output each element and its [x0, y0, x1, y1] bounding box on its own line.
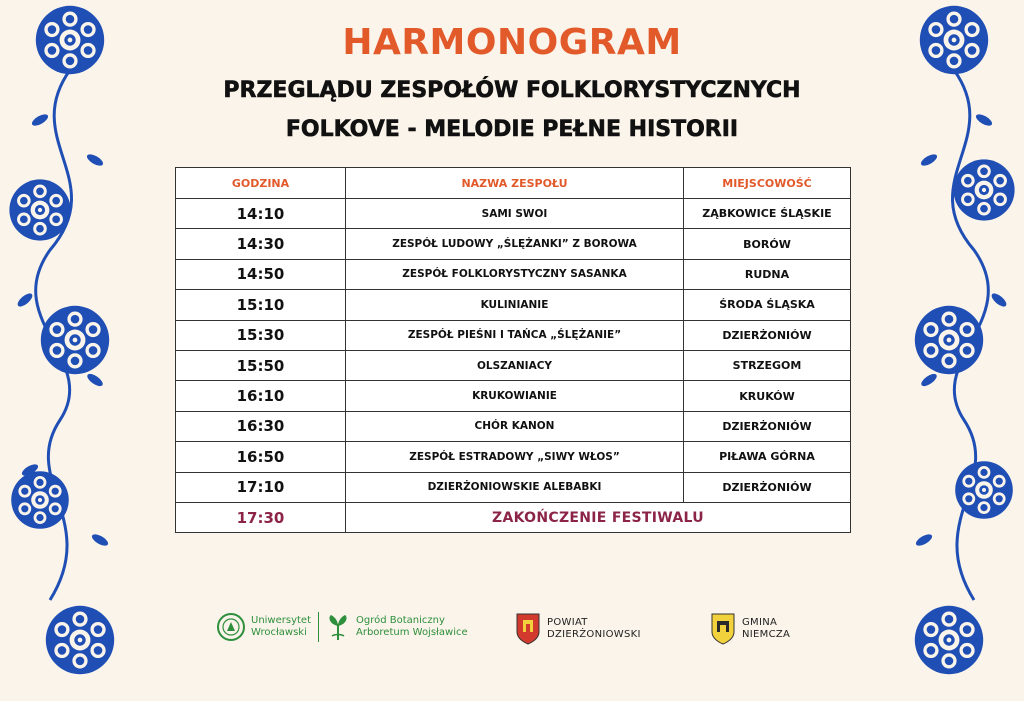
- row-band-name: DZIERŻONIOWSKIE ALEBABKI: [346, 472, 684, 502]
- header-time: GODZINA: [176, 168, 346, 199]
- university-emblem-icon: [216, 612, 246, 642]
- row-place: BORÓW: [684, 229, 851, 259]
- row-place: DZIERŻONIÓW: [684, 411, 851, 441]
- table-row: [176, 411, 851, 441]
- row-band-name: ZESPÓŁ FOLKLORYSTYCZNY SASANKA: [346, 259, 684, 289]
- table-row: [176, 199, 851, 229]
- university-name-line1: Uniwersytet: [251, 615, 311, 626]
- gmina-coat-of-arms-icon: [710, 612, 736, 646]
- row-band-name: ZESPÓŁ PIEŚNI I TAŃCA „ŚLĘŻANIE”: [346, 320, 684, 350]
- logo-gmina: [710, 612, 790, 646]
- row-place: DZIERŻONIÓW: [684, 320, 851, 350]
- row-place: STRZEGOM: [684, 350, 851, 380]
- table-row: [176, 442, 851, 472]
- row-band-name: SAMI SWOI: [346, 199, 684, 229]
- closing-label: ZAKOŃCZENIE FESTIWALU: [346, 502, 851, 532]
- leaf-emblem-icon: [325, 612, 351, 642]
- header-band-name: NAZWA ZESPOŁU: [346, 168, 684, 199]
- table-row: [176, 229, 851, 259]
- table-row: [176, 320, 851, 350]
- garden-name-line1: Ogród Botaniczny: [356, 615, 445, 626]
- row-place: ZĄBKOWICE ŚLĄSKIE: [684, 199, 851, 229]
- row-time: 14:30: [176, 229, 346, 259]
- table-row: [176, 381, 851, 411]
- row-band-name: CHÓR KANON: [346, 411, 684, 441]
- row-place: KRUKÓW: [684, 381, 851, 411]
- table-row: [176, 472, 851, 502]
- row-time: 17:10: [176, 472, 346, 502]
- floral-border-right: [884, 0, 1024, 701]
- floral-border-left: [0, 0, 140, 701]
- row-band-name: KULINIANIE: [346, 290, 684, 320]
- main-title: HARMONOGRAM: [342, 22, 682, 63]
- row-time: 15:50: [176, 350, 346, 380]
- sponsor-logos: [0, 612, 1024, 652]
- header-place: MIEJSCOWOŚĆ: [684, 168, 851, 199]
- row-time: 14:50: [176, 259, 346, 289]
- gmina-line2: NIEMCZA: [742, 629, 791, 640]
- row-place: DZIERŻONIÓW: [684, 472, 851, 502]
- row-place: PIŁAWA GÓRNA: [684, 442, 851, 472]
- closing-time: 17:30: [176, 502, 346, 532]
- row-time: 16:10: [176, 381, 346, 411]
- powiat-coat-of-arms-icon: [515, 612, 541, 646]
- table-header-row: [176, 168, 851, 199]
- logo-powiat: [515, 612, 641, 646]
- powiat-line2: DZIERŻONIOWSKI: [547, 629, 641, 640]
- table-row: [176, 290, 851, 320]
- table-row: [176, 350, 851, 380]
- gmina-line1: GMINA: [742, 617, 778, 628]
- row-time: 16:50: [176, 442, 346, 472]
- row-band-name: ZESPÓŁ ESTRADOWY „SIWY WŁOS”: [346, 442, 684, 472]
- row-place: ŚRODA ŚLĄSKA: [684, 290, 851, 320]
- row-band-name: OLSZANIACY: [346, 350, 684, 380]
- university-name-line2: Wrocławski: [251, 627, 307, 638]
- row-time: 15:30: [176, 320, 346, 350]
- table-row: [176, 259, 851, 289]
- subtitle-line-1: PRZEGLĄDU ZESPOŁÓW FOLKLORYSTYCZNYCH: [223, 78, 801, 103]
- schedule-table: [175, 167, 851, 533]
- garden-name-line2: Arboretum Wojsławice: [356, 627, 468, 638]
- row-band-name: KRUKOWIANIE: [346, 381, 684, 411]
- powiat-line1: POWIAT: [547, 617, 588, 628]
- logo-university: [216, 612, 311, 642]
- closing-row: [176, 502, 851, 532]
- row-band-name: ZESPÓŁ LUDOWY „ŚLĘŻANKI” Z BOROWA: [346, 229, 684, 259]
- subtitle-line-2: FOLKOVE - MELODIE PEŁNE HISTORII: [285, 117, 739, 142]
- row-time: 15:10: [176, 290, 346, 320]
- logo-botanic-garden: [318, 612, 468, 642]
- row-time: 16:30: [176, 411, 346, 441]
- row-time: 14:10: [176, 199, 346, 229]
- row-place: RUDNA: [684, 259, 851, 289]
